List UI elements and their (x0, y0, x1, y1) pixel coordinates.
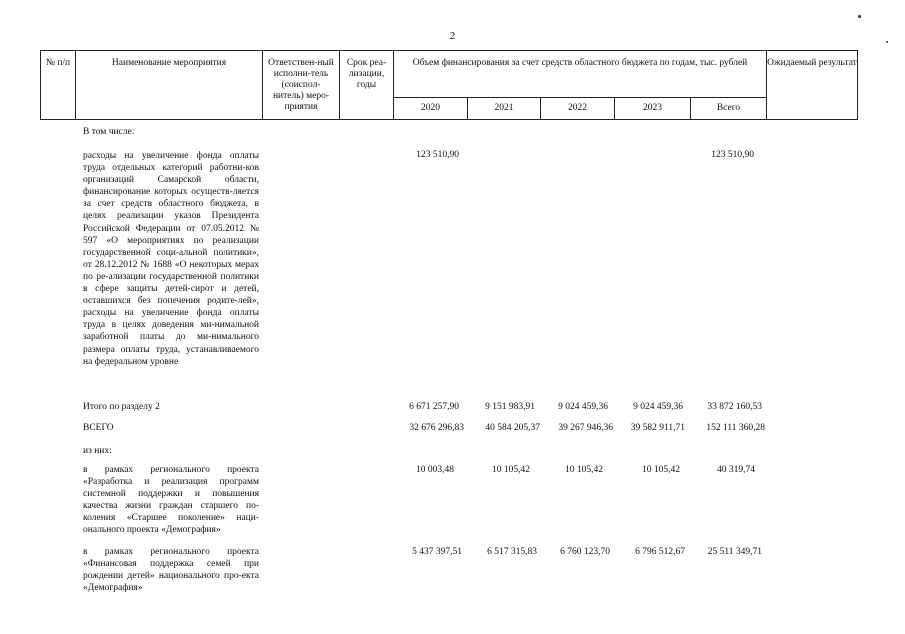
value-2021: 6 517 315,83 (487, 547, 537, 557)
row-label: Итого по разделу 2 (83, 402, 160, 412)
value-2022: 10 105,42 (565, 465, 603, 475)
header-result: Ожидаемый результат (766, 50, 858, 120)
page-number: 2 (449, 30, 456, 42)
value-2022: 39 267 946,36 (558, 423, 613, 433)
value-2023: 6 796 512,67 (635, 547, 685, 557)
value-2023: 9 024 459,36 (633, 402, 683, 412)
header-term: Срок реа-лизации, годы (339, 50, 394, 120)
value-2023: 39 582 911,71 (630, 423, 685, 433)
value-2022: 6 760 123,70 (560, 547, 610, 557)
value-2020: 6 671 257,90 (409, 402, 459, 412)
header-number: № п/п (40, 50, 76, 120)
header-year-2022: 2022 (540, 97, 615, 120)
value-total: 33 872 160,53 (707, 402, 762, 412)
header-total: Всего (690, 97, 767, 120)
row-label: из них: (83, 446, 112, 456)
header-name: Наименование мероприятия (75, 50, 263, 120)
value-2020: 10 003,48 (416, 465, 454, 475)
row-label: В том числе: (83, 127, 135, 137)
value-total: 25 511 349,71 (707, 547, 762, 557)
value-2021: 9 151 983,91 (485, 402, 535, 412)
row-label: в рамках регионального проекта «Финансовая поддержка семей при рождении детей» национального про-екта «Демография» (83, 547, 259, 594)
value-total: 152 111 360,28 (706, 423, 765, 433)
value-2020: 123 510,90 (416, 150, 459, 160)
header-finance: Объем финансирования за счет средств областного бюджета по годам, тыс. рублей (393, 50, 767, 98)
row-label: в рамках регионального проекта «Разработка и реализация программ системной поддержки и повышения качества жизни граждан старшего по-коления «Старшее поколение» наци-онального проекта «Демография» (83, 465, 259, 536)
row-label: расходы на увеличение фонда оплаты труда отдельных категорий работни-ков организаций Самарской области, финансирование которых осуществ-ляется за счет средств областного бюджета, в целях реализации указов Президента Российской Федерации от 07.05.2012 № 597 «О мероприятиях по реализации государственной соци-альной политики», от 28.12.2012 № 1688 «О некоторых мерах по ре-ализации государственной политики в сфере защиты детей-сирот и детей, оставшихся без попечения родите-лей», расходы на увеличение фонда оплаты труда в целях доведения ми-нимальной заработной платы до ми-нимального размера оплаты труда, устанавливаемого на федеральном уровне (83, 151, 259, 367)
value-2021: 10 105,42 (492, 465, 530, 475)
value-2023: 10 105,42 (642, 465, 680, 475)
header-year-2020: 2020 (393, 97, 468, 120)
header-executor: Ответствен-ный исполни-тель (соиспол-нитель) меро-приятия (262, 50, 340, 120)
value-2020: 32 676 296,83 (409, 423, 464, 433)
value-2022: 9 024 459,36 (558, 402, 608, 412)
header-year-2021: 2021 (467, 97, 541, 120)
row-label: ВСЕГО (83, 423, 114, 433)
header-year-2023: 2023 (614, 97, 691, 120)
value-2021: 40 584 205,37 (485, 423, 540, 433)
value-total: 123 510,90 (711, 150, 754, 160)
value-total: 40 319,74 (717, 465, 755, 475)
value-2020: 5 437 397,51 (412, 547, 462, 557)
